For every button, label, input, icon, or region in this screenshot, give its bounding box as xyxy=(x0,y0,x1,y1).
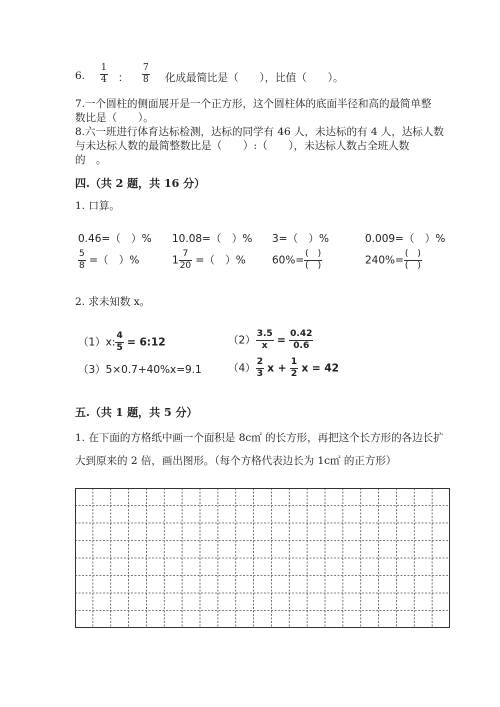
section-5-title: 五.（共 1 题，共 5 分） xyxy=(75,406,198,419)
calc6-rest: =（ ）% xyxy=(195,254,246,267)
eq2-numerator-2: 0.42 xyxy=(290,329,313,339)
eq4-denominator-2: 2 xyxy=(290,369,298,379)
q8-line-3: 的 。 xyxy=(75,154,107,166)
calc5-denominator: 8 xyxy=(79,261,85,271)
q8-line-1: 8.六一班进行体育达标检测，达标的同学有 46 人，未达标的有 4 人，达标人数 xyxy=(75,126,444,138)
eq2-numerator-1: 3.5 xyxy=(256,329,273,339)
eq4-numerator-1: 2 xyxy=(256,357,263,367)
mental-calc-6 xyxy=(172,250,246,271)
q6-frac1-denominator: 4 xyxy=(101,75,107,85)
section-5-q1-line-2: 大到原来的 2 倍，画出图形。（每个方格代表边长为 1c㎡ 的正方形） xyxy=(75,455,397,467)
equation-2 xyxy=(228,330,313,351)
equation-4 xyxy=(228,358,339,379)
q6-fraction-1 xyxy=(100,64,108,85)
calc7-prefix: 60%= xyxy=(272,254,305,267)
calc5-rest: =（ ）% xyxy=(89,254,140,267)
eq2-prefix: （2） xyxy=(228,334,256,347)
mental-calc-5 xyxy=(78,250,139,271)
section-4-q1-label: 1. 口算。 xyxy=(75,200,120,212)
eq4-prefix: （4） xyxy=(228,362,256,375)
eq1-denominator: 5 xyxy=(116,343,123,353)
q8-line-2: 与未达标人数的最简整数比是（ ）:（ ），未达标人数占全班人数 xyxy=(75,140,410,152)
calc6-whole: 1 xyxy=(172,254,179,267)
eq2-equals: = xyxy=(276,334,286,347)
calc6-denominator: 20 xyxy=(179,261,192,271)
section-5-q1-line-1: 1. 在下面的方格纸中画一个面积是 8c㎡ 的长方形，再把这个长方形的各边长扩 xyxy=(75,432,444,444)
eq2-denominator-1: x xyxy=(261,341,268,351)
mental-calc-2: 10.08=（ ）% xyxy=(172,233,253,245)
calc6-numerator: 7 xyxy=(182,249,189,259)
mental-calc-8 xyxy=(365,250,422,271)
eq4-suffix: x = 42 xyxy=(301,362,339,375)
eq4-denominator-1: 3 xyxy=(256,369,263,379)
eq4-numerator-2: 1 xyxy=(290,357,298,367)
q6-text: 化成最简比是（ ），比值（ ）。 xyxy=(165,72,344,84)
eq2-denominator-2: 0.6 xyxy=(293,341,310,351)
eq1-numerator: 4 xyxy=(116,331,123,341)
mental-calc-3: 3=（ ）% xyxy=(272,233,329,245)
equation-3: （3）5×0.7+40%x=9.1 xyxy=(78,364,202,376)
calc8-numerator: ( ) xyxy=(404,249,421,259)
eq1-prefix: （1）x: xyxy=(78,336,116,349)
q7-line-1: 7.一个圆柱的侧面展开是一个正方形，这个圆柱体的底面半径和高的最简单整 xyxy=(75,98,432,110)
q6-number: 6. xyxy=(75,70,86,82)
calc8-denominator: ( ) xyxy=(404,261,421,271)
grid-paper[interactable] xyxy=(75,488,450,628)
q6-frac1-numerator: 1 xyxy=(101,63,107,73)
q6-colon: ： xyxy=(118,72,129,84)
section-4-q2-label: 2. 求未知数 x。 xyxy=(75,296,151,308)
calc7-numerator: ( ) xyxy=(305,249,322,259)
eq1-suffix: = 6:12 xyxy=(127,336,166,349)
q6-frac2-denominator: 8 xyxy=(143,75,149,85)
calc5-numerator: 5 xyxy=(79,249,85,259)
calc8-prefix: 240%= xyxy=(365,254,404,267)
mental-calc-4: 0.009=（ ）% xyxy=(365,233,446,245)
mental-calc-1: 0.46=（ ）% xyxy=(78,233,152,245)
equation-1 xyxy=(78,332,166,353)
q6-frac2-numerator: 7 xyxy=(143,63,149,73)
calc7-denominator: ( ) xyxy=(305,261,322,271)
q7-line-2: 数比是（ ）。 xyxy=(75,112,154,124)
section-4-title: 四.（共 2 题，共 16 分） xyxy=(75,177,206,190)
mental-calc-7 xyxy=(272,250,322,271)
eq4-middle: x + xyxy=(267,362,287,375)
q6-fraction-2 xyxy=(142,64,150,85)
